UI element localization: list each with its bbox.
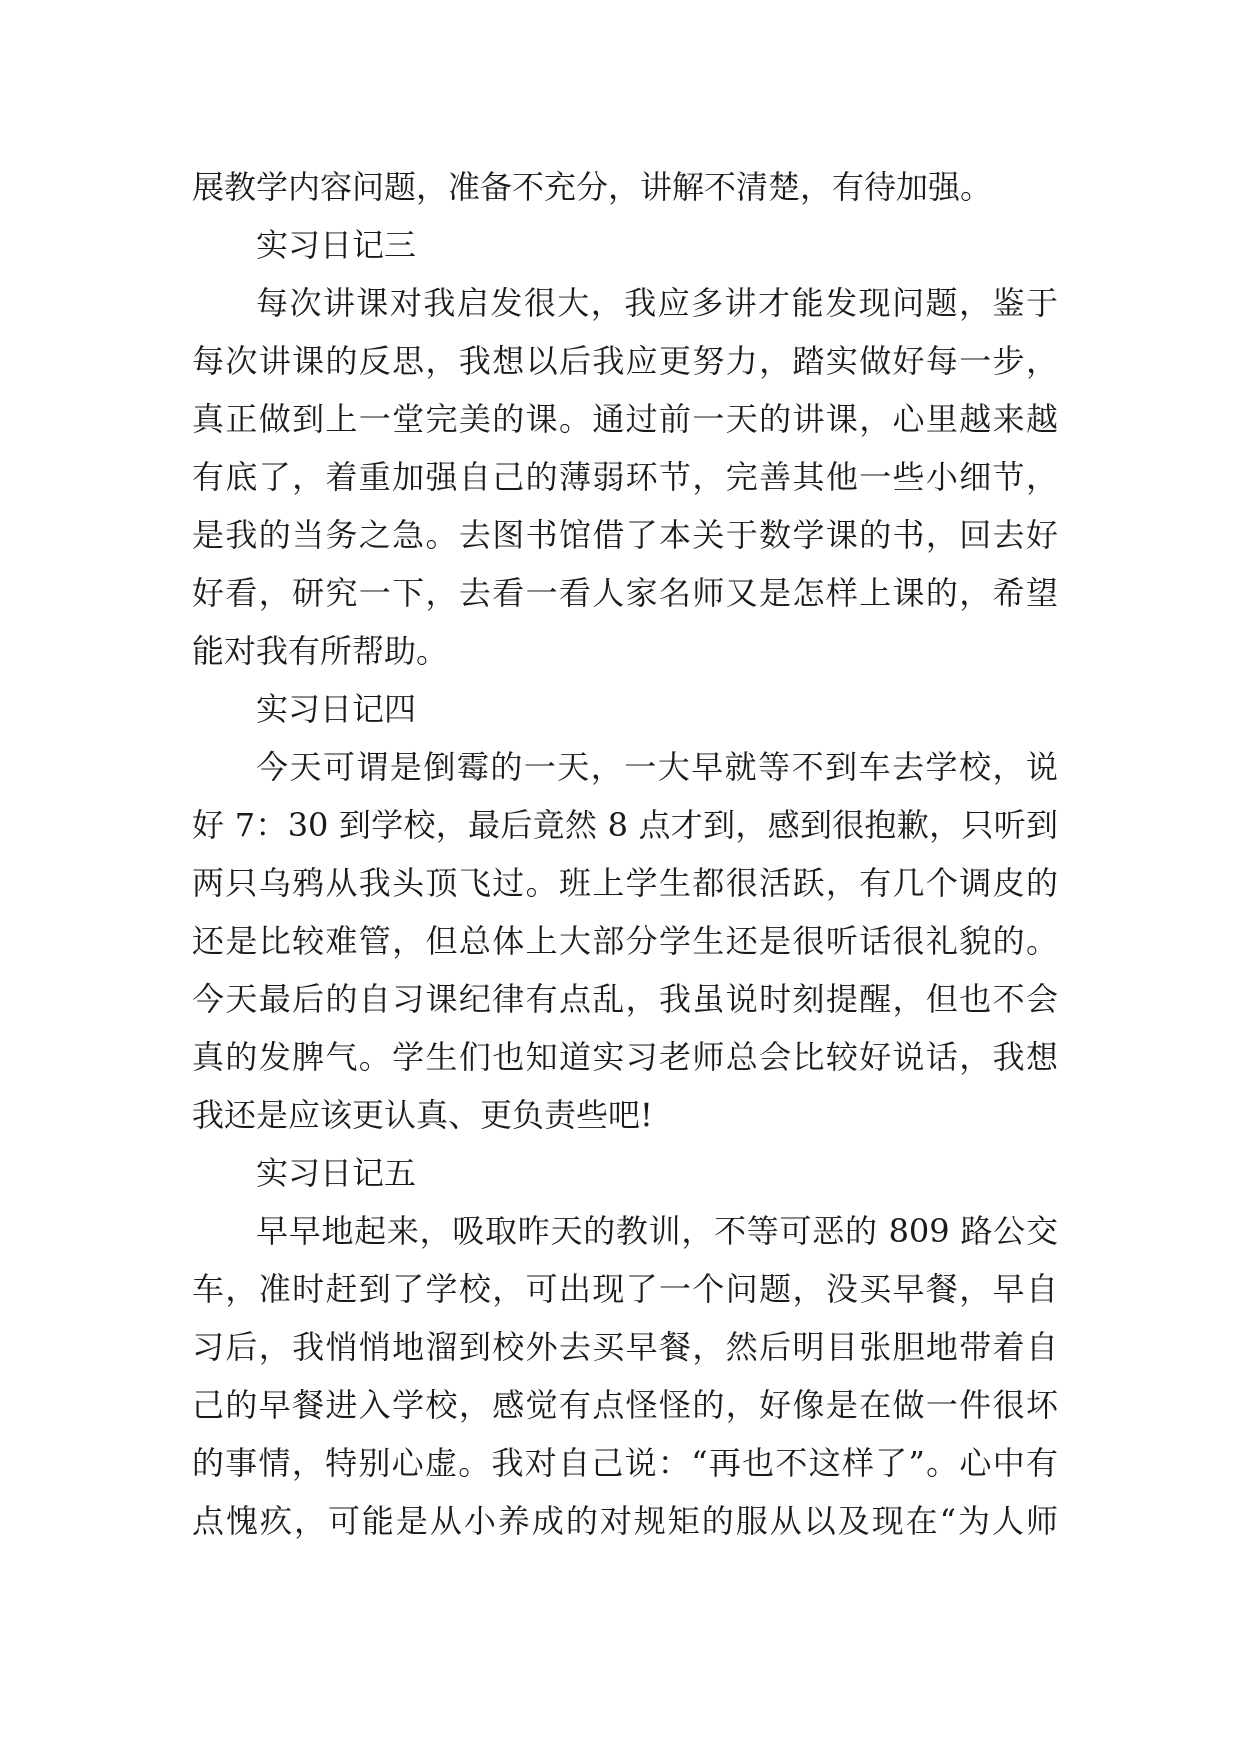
text-line: 两只乌鸦从我头顶飞过。班上学生都很活跃，有几个调皮的 bbox=[192, 864, 1058, 902]
text-line: 我还是应该更认真、更负责些吧! bbox=[192, 1096, 653, 1134]
text-line: 真正做到上一堂完美的课。通过前一天的讲课，心里越来越 bbox=[192, 400, 1058, 438]
text-line: 真的发脾气。学生们也知道实习老师总会比较好说话，我想 bbox=[192, 1038, 1058, 1076]
text-line: 是我的当务之急。去图书馆借了本关于数学课的书，回去好 bbox=[192, 516, 1058, 554]
text-line: 己的早餐进入学校，感觉有点怪怪的，好像是在做一件很坏 bbox=[192, 1386, 1058, 1424]
text-line: 习后，我悄悄地溜到校外去买早餐，然后明目张胆地带着自 bbox=[192, 1328, 1058, 1366]
text-line: 好 7：30 到学校，最后竟然 8 点才到，感到很抱歉，只听到 bbox=[192, 806, 1058, 844]
body-text bbox=[192, 158, 1058, 1550]
text-line: 好看，研究一下，去看一看人家名师又是怎样上课的，希望 bbox=[192, 574, 1058, 612]
section-heading: 实习日记三 bbox=[256, 226, 417, 264]
section-heading: 实习日记五 bbox=[256, 1154, 417, 1192]
text-line: 今天可谓是倒霉的一天，一大早就等不到车去学校，说 bbox=[256, 748, 1058, 786]
text-line: 每次讲课的反思，我想以后我应更努力，踏实做好每一步， bbox=[192, 342, 1058, 380]
text-line: 点愧疚，可能是从小养成的对规矩的服从以及现在“为人师 bbox=[192, 1502, 1058, 1540]
text-line: 每次讲课对我启发很大，我应多讲才能发现问题，鉴于 bbox=[256, 284, 1058, 322]
text-line: 车，准时赶到了学校，可出现了一个问题，没买早餐，早自 bbox=[192, 1270, 1058, 1308]
text-line: 今天最后的自习课纪律有点乱，我虽说时刻提醒，但也不会 bbox=[192, 980, 1058, 1018]
section-heading: 实习日记四 bbox=[256, 690, 417, 728]
text-line: 早早地起来，吸取昨天的教训，不等可恶的 809 路公交 bbox=[256, 1212, 1058, 1250]
text-line: 能对我有所帮助。 bbox=[192, 632, 449, 670]
text-line: 还是比较难管，但总体上大部分学生还是很听话很礼貌的。 bbox=[192, 922, 1058, 960]
text-line: 展教学内容问题，准备不充分，讲解不清楚，有待加强。 bbox=[192, 168, 993, 206]
text-line: 有底了，着重加强自己的薄弱环节，完善其他一些小细节， bbox=[192, 458, 1058, 496]
text-line: 的事情，特别心虚。我对自己说：“再也不这样了”。心中有 bbox=[192, 1444, 1058, 1482]
